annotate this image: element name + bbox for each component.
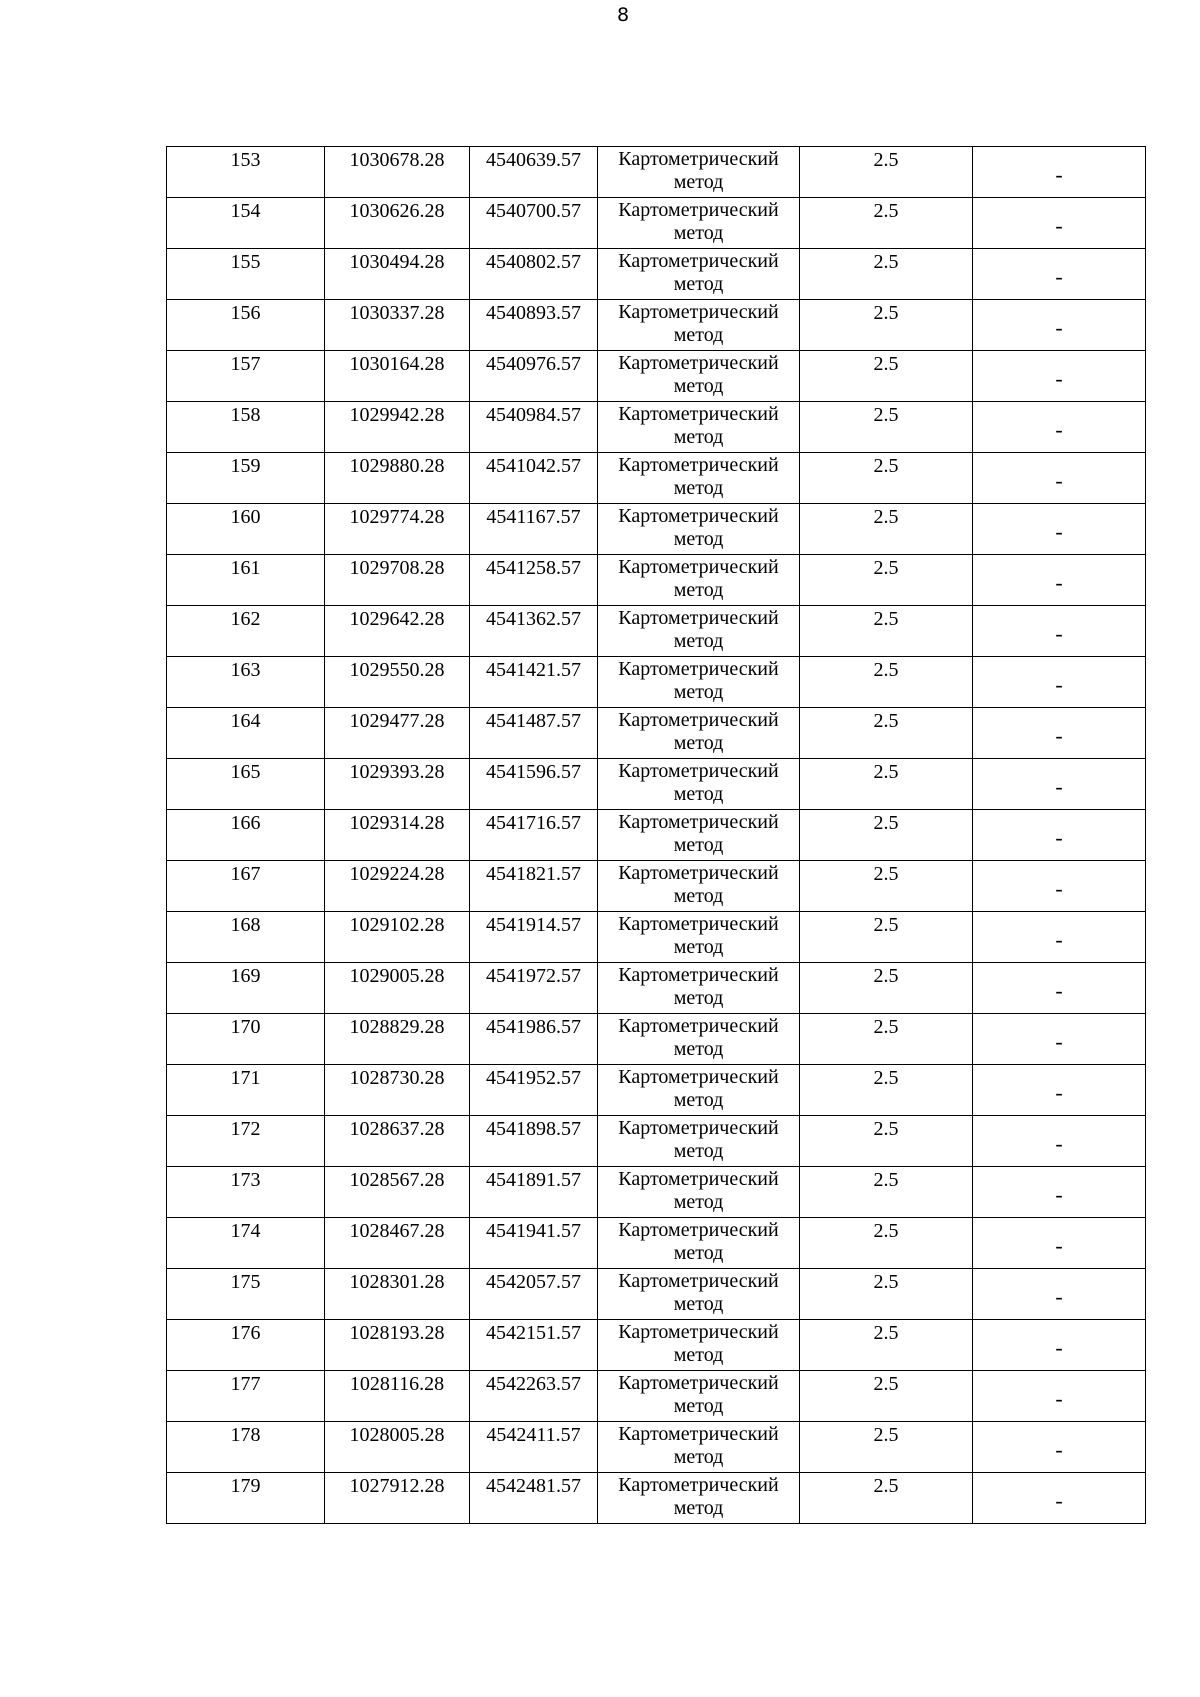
table-row xyxy=(167,1167,1146,1218)
accuracy-cell: 2.5 xyxy=(800,759,973,810)
point-number-cell: 163 xyxy=(167,657,325,708)
point-number-cell: 177 xyxy=(167,1371,325,1422)
y-coordinate-cell: 4540802.57 xyxy=(470,249,598,300)
y-coordinate-cell: 4540700.57 xyxy=(470,198,598,249)
table-row xyxy=(167,1473,1146,1524)
method-line-2: метод xyxy=(673,1191,724,1213)
page-number: 8 xyxy=(616,4,630,26)
y-coordinate-cell: 4541972.57 xyxy=(470,963,598,1014)
y-coordinate-cell: 4541421.57 xyxy=(470,657,598,708)
accuracy-cell: 2.5 xyxy=(800,147,973,198)
method-line-1: Картометрический xyxy=(618,301,779,323)
accuracy-cell: 2.5 xyxy=(800,606,973,657)
method-line-2: метод xyxy=(673,1242,724,1264)
note-cell: - xyxy=(973,861,1146,912)
method-cell xyxy=(598,759,800,810)
x-coordinate-cell: 1028637.28 xyxy=(325,1116,470,1167)
table-row xyxy=(167,504,1146,555)
table-row xyxy=(167,708,1146,759)
accuracy-cell: 2.5 xyxy=(800,1422,973,1473)
method-line-2: метод xyxy=(673,1140,724,1162)
y-coordinate-cell: 4540893.57 xyxy=(470,300,598,351)
method-line-2: метод xyxy=(673,1293,724,1315)
method-line-2: метод xyxy=(673,630,724,652)
accuracy-cell: 2.5 xyxy=(800,810,973,861)
note-cell: - xyxy=(973,810,1146,861)
y-coordinate-cell: 4541042.57 xyxy=(470,453,598,504)
method-cell xyxy=(598,198,800,249)
point-number-cell: 168 xyxy=(167,912,325,963)
y-coordinate-cell: 4541952.57 xyxy=(470,1065,598,1116)
method-line-1: Картометрический xyxy=(618,760,779,782)
table-row xyxy=(167,1218,1146,1269)
method-line-1: Картометрический xyxy=(618,1066,779,1088)
method-line-2: метод xyxy=(673,1446,724,1468)
point-number-cell: 154 xyxy=(167,198,325,249)
method-cell xyxy=(598,1473,800,1524)
method-line-2: метод xyxy=(673,426,724,448)
method-line-2: метод xyxy=(673,222,724,244)
accuracy-cell: 2.5 xyxy=(800,198,973,249)
table-row xyxy=(167,861,1146,912)
accuracy-cell: 2.5 xyxy=(800,453,973,504)
x-coordinate-cell: 1027912.28 xyxy=(325,1473,470,1524)
x-coordinate-cell: 1029224.28 xyxy=(325,861,470,912)
method-line-2: метод xyxy=(673,375,724,397)
point-number-cell: 153 xyxy=(167,147,325,198)
point-number-cell: 157 xyxy=(167,351,325,402)
accuracy-cell: 2.5 xyxy=(800,1371,973,1422)
table-row xyxy=(167,147,1146,198)
table-row xyxy=(167,759,1146,810)
method-line-1: Картометрический xyxy=(618,1321,779,1343)
method-line-2: метод xyxy=(673,1395,724,1417)
x-coordinate-cell: 1028567.28 xyxy=(325,1167,470,1218)
y-coordinate-cell: 4542411.57 xyxy=(470,1422,598,1473)
note-cell: - xyxy=(973,657,1146,708)
point-number-cell: 179 xyxy=(167,1473,325,1524)
method-cell xyxy=(598,810,800,861)
method-line-2: метод xyxy=(673,579,724,601)
method-cell xyxy=(598,300,800,351)
point-number-cell: 158 xyxy=(167,402,325,453)
method-line-2: метод xyxy=(673,1497,724,1519)
note-cell: - xyxy=(973,453,1146,504)
method-line-1: Картометрический xyxy=(618,607,779,629)
x-coordinate-cell: 1029005.28 xyxy=(325,963,470,1014)
table-row xyxy=(167,606,1146,657)
y-coordinate-cell: 4541891.57 xyxy=(470,1167,598,1218)
y-coordinate-cell: 4541596.57 xyxy=(470,759,598,810)
table-row xyxy=(167,402,1146,453)
method-line-2: метод xyxy=(673,273,724,295)
note-cell: - xyxy=(973,1371,1146,1422)
method-line-2: метод xyxy=(673,477,724,499)
method-cell xyxy=(598,147,800,198)
accuracy-cell: 2.5 xyxy=(800,1167,973,1218)
x-coordinate-cell: 1029550.28 xyxy=(325,657,470,708)
method-line-1: Картометрический xyxy=(618,250,779,272)
method-line-2: метод xyxy=(673,171,724,193)
accuracy-cell: 2.5 xyxy=(800,351,973,402)
note-cell: - xyxy=(973,1116,1146,1167)
x-coordinate-cell: 1029314.28 xyxy=(325,810,470,861)
x-coordinate-cell: 1029942.28 xyxy=(325,402,470,453)
table-row xyxy=(167,912,1146,963)
y-coordinate-cell: 4540976.57 xyxy=(470,351,598,402)
point-number-cell: 159 xyxy=(167,453,325,504)
method-line-2: метод xyxy=(673,834,724,856)
x-coordinate-cell: 1028467.28 xyxy=(325,1218,470,1269)
point-number-cell: 175 xyxy=(167,1269,325,1320)
method-line-2: метод xyxy=(673,732,724,754)
x-coordinate-cell: 1029393.28 xyxy=(325,759,470,810)
table-row xyxy=(167,657,1146,708)
method-line-1: Картометрический xyxy=(618,862,779,884)
table-row xyxy=(167,1371,1146,1422)
y-coordinate-cell: 4541821.57 xyxy=(470,861,598,912)
y-coordinate-cell: 4542263.57 xyxy=(470,1371,598,1422)
table-row xyxy=(167,1014,1146,1065)
method-line-1: Картометрический xyxy=(618,403,779,425)
accuracy-cell: 2.5 xyxy=(800,1065,973,1116)
method-cell xyxy=(598,1065,800,1116)
table-row xyxy=(167,810,1146,861)
method-line-2: метод xyxy=(673,885,724,907)
note-cell: - xyxy=(973,198,1146,249)
point-number-cell: 169 xyxy=(167,963,325,1014)
x-coordinate-cell: 1028730.28 xyxy=(325,1065,470,1116)
method-line-1: Картометрический xyxy=(618,1372,779,1394)
method-line-1: Картометрический xyxy=(618,1117,779,1139)
note-cell: - xyxy=(973,1167,1146,1218)
note-cell: - xyxy=(973,402,1146,453)
method-cell xyxy=(598,1167,800,1218)
note-cell: - xyxy=(973,963,1146,1014)
method-line-2: метод xyxy=(673,324,724,346)
point-number-cell: 161 xyxy=(167,555,325,606)
y-coordinate-cell: 4541487.57 xyxy=(470,708,598,759)
note-cell: - xyxy=(973,912,1146,963)
method-cell xyxy=(598,453,800,504)
x-coordinate-cell: 1028116.28 xyxy=(325,1371,470,1422)
accuracy-cell: 2.5 xyxy=(800,1014,973,1065)
method-cell xyxy=(598,1014,800,1065)
method-line-1: Картометрический xyxy=(618,505,779,527)
accuracy-cell: 2.5 xyxy=(800,249,973,300)
method-cell xyxy=(598,861,800,912)
method-line-2: метод xyxy=(673,1038,724,1060)
point-number-cell: 162 xyxy=(167,606,325,657)
method-cell xyxy=(598,1269,800,1320)
method-line-2: метод xyxy=(673,987,724,1009)
accuracy-cell: 2.5 xyxy=(800,1116,973,1167)
method-line-1: Картометрический xyxy=(618,964,779,986)
note-cell: - xyxy=(973,300,1146,351)
y-coordinate-cell: 4541167.57 xyxy=(470,504,598,555)
method-line-1: Картометрический xyxy=(618,1168,779,1190)
note-cell: - xyxy=(973,1218,1146,1269)
point-number-cell: 160 xyxy=(167,504,325,555)
note-cell: - xyxy=(973,1320,1146,1371)
y-coordinate-cell: 4541716.57 xyxy=(470,810,598,861)
point-number-cell: 156 xyxy=(167,300,325,351)
method-line-2: метод xyxy=(673,681,724,703)
method-line-1: Картометрический xyxy=(618,556,779,578)
table-row xyxy=(167,453,1146,504)
method-line-2: метод xyxy=(673,783,724,805)
x-coordinate-cell: 1029102.28 xyxy=(325,912,470,963)
x-coordinate-cell: 1029477.28 xyxy=(325,708,470,759)
accuracy-cell: 2.5 xyxy=(800,912,973,963)
table-row xyxy=(167,963,1146,1014)
point-number-cell: 164 xyxy=(167,708,325,759)
note-cell: - xyxy=(973,1473,1146,1524)
method-cell xyxy=(598,555,800,606)
x-coordinate-cell: 1030626.28 xyxy=(325,198,470,249)
x-coordinate-cell: 1028301.28 xyxy=(325,1269,470,1320)
accuracy-cell: 2.5 xyxy=(800,657,973,708)
y-coordinate-cell: 4540984.57 xyxy=(470,402,598,453)
method-cell xyxy=(598,1422,800,1473)
method-line-1: Картометрический xyxy=(618,352,779,374)
accuracy-cell: 2.5 xyxy=(800,504,973,555)
method-cell xyxy=(598,1371,800,1422)
coordinates-table xyxy=(166,146,1146,1524)
x-coordinate-cell: 1030337.28 xyxy=(325,300,470,351)
method-cell xyxy=(598,1218,800,1269)
method-line-1: Картометрический xyxy=(618,1474,779,1496)
method-line-1: Картометрический xyxy=(618,658,779,680)
x-coordinate-cell: 1030164.28 xyxy=(325,351,470,402)
point-number-cell: 174 xyxy=(167,1218,325,1269)
method-line-1: Картометрический xyxy=(618,454,779,476)
method-line-1: Картометрический xyxy=(618,1219,779,1241)
x-coordinate-cell: 1029774.28 xyxy=(325,504,470,555)
table-row xyxy=(167,1320,1146,1371)
table-row xyxy=(167,1422,1146,1473)
method-line-2: метод xyxy=(673,528,724,550)
method-line-1: Картометрический xyxy=(618,199,779,221)
y-coordinate-cell: 4541914.57 xyxy=(470,912,598,963)
method-cell xyxy=(598,504,800,555)
y-coordinate-cell: 4542151.57 xyxy=(470,1320,598,1371)
note-cell: - xyxy=(973,1014,1146,1065)
method-line-1: Картометрический xyxy=(618,709,779,731)
point-number-cell: 172 xyxy=(167,1116,325,1167)
method-cell xyxy=(598,606,800,657)
point-number-cell: 176 xyxy=(167,1320,325,1371)
method-line-2: метод xyxy=(673,1344,724,1366)
x-coordinate-cell: 1029642.28 xyxy=(325,606,470,657)
y-coordinate-cell: 4541986.57 xyxy=(470,1014,598,1065)
table-row xyxy=(167,249,1146,300)
method-cell xyxy=(598,657,800,708)
note-cell: - xyxy=(973,351,1146,402)
x-coordinate-cell: 1029708.28 xyxy=(325,555,470,606)
method-line-2: метод xyxy=(673,1089,724,1111)
point-number-cell: 171 xyxy=(167,1065,325,1116)
accuracy-cell: 2.5 xyxy=(800,1218,973,1269)
x-coordinate-cell: 1028829.28 xyxy=(325,1014,470,1065)
method-cell xyxy=(598,351,800,402)
x-coordinate-cell: 1029880.28 xyxy=(325,453,470,504)
table-row xyxy=(167,1269,1146,1320)
method-cell xyxy=(598,402,800,453)
note-cell: - xyxy=(973,1422,1146,1473)
y-coordinate-cell: 4542481.57 xyxy=(470,1473,598,1524)
coordinates-table-body xyxy=(167,147,1146,1524)
accuracy-cell: 2.5 xyxy=(800,708,973,759)
note-cell: - xyxy=(973,249,1146,300)
table-row xyxy=(167,555,1146,606)
point-number-cell: 173 xyxy=(167,1167,325,1218)
note-cell: - xyxy=(973,1269,1146,1320)
method-line-1: Картометрический xyxy=(618,811,779,833)
accuracy-cell: 2.5 xyxy=(800,963,973,1014)
point-number-cell: 166 xyxy=(167,810,325,861)
x-coordinate-cell: 1030678.28 xyxy=(325,147,470,198)
accuracy-cell: 2.5 xyxy=(800,1473,973,1524)
method-cell xyxy=(598,1116,800,1167)
note-cell: - xyxy=(973,708,1146,759)
accuracy-cell: 2.5 xyxy=(800,555,973,606)
note-cell: - xyxy=(973,504,1146,555)
note-cell: - xyxy=(973,759,1146,810)
note-cell: - xyxy=(973,147,1146,198)
table-row xyxy=(167,198,1146,249)
y-coordinate-cell: 4541362.57 xyxy=(470,606,598,657)
method-cell xyxy=(598,708,800,759)
method-cell xyxy=(598,249,800,300)
point-number-cell: 155 xyxy=(167,249,325,300)
table-row xyxy=(167,1116,1146,1167)
accuracy-cell: 2.5 xyxy=(800,1320,973,1371)
accuracy-cell: 2.5 xyxy=(800,402,973,453)
y-coordinate-cell: 4541941.57 xyxy=(470,1218,598,1269)
method-line-2: метод xyxy=(673,936,724,958)
y-coordinate-cell: 4540639.57 xyxy=(470,147,598,198)
x-coordinate-cell: 1030494.28 xyxy=(325,249,470,300)
y-coordinate-cell: 4541258.57 xyxy=(470,555,598,606)
note-cell: - xyxy=(973,1065,1146,1116)
x-coordinate-cell: 1028005.28 xyxy=(325,1422,470,1473)
point-number-cell: 178 xyxy=(167,1422,325,1473)
accuracy-cell: 2.5 xyxy=(800,300,973,351)
table-row xyxy=(167,1065,1146,1116)
y-coordinate-cell: 4541898.57 xyxy=(470,1116,598,1167)
table-row xyxy=(167,300,1146,351)
note-cell: - xyxy=(973,555,1146,606)
accuracy-cell: 2.5 xyxy=(800,1269,973,1320)
method-cell xyxy=(598,963,800,1014)
point-number-cell: 167 xyxy=(167,861,325,912)
note-cell: - xyxy=(973,606,1146,657)
method-cell xyxy=(598,912,800,963)
method-line-1: Картометрический xyxy=(618,148,779,170)
y-coordinate-cell: 4542057.57 xyxy=(470,1269,598,1320)
x-coordinate-cell: 1028193.28 xyxy=(325,1320,470,1371)
method-cell xyxy=(598,1320,800,1371)
method-line-1: Картометрический xyxy=(618,913,779,935)
method-line-1: Картометрический xyxy=(618,1423,779,1445)
accuracy-cell: 2.5 xyxy=(800,861,973,912)
point-number-cell: 170 xyxy=(167,1014,325,1065)
table-row xyxy=(167,351,1146,402)
method-line-1: Картометрический xyxy=(618,1015,779,1037)
point-number-cell: 165 xyxy=(167,759,325,810)
method-line-1: Картометрический xyxy=(618,1270,779,1292)
